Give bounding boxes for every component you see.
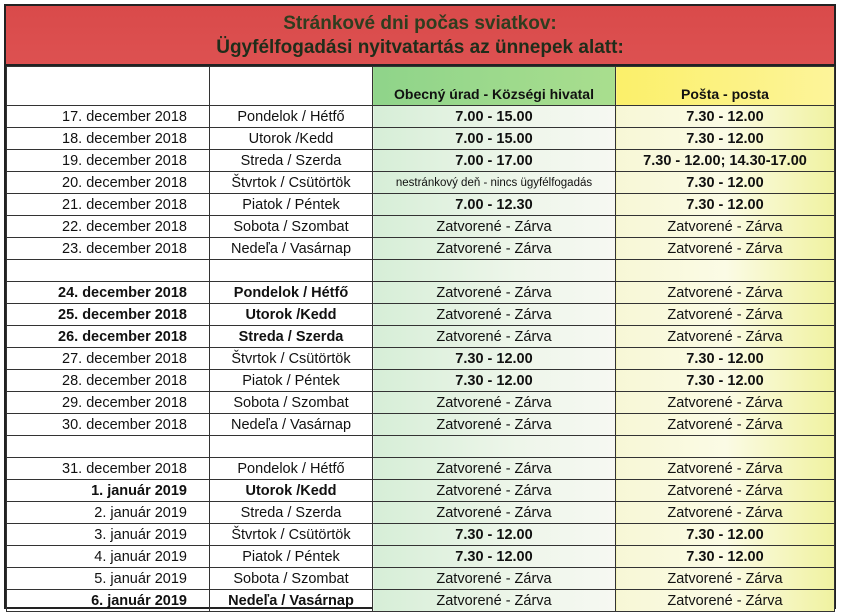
date-cell: 20. december 2018 [7,172,210,194]
table-row [7,150,835,172]
day-cell: Pondelok / Hétfő [210,458,373,480]
posta-hours-cell: Zatvorené - Zárva [616,480,835,502]
posta-hours-cell: Zatvorené - Zárva [616,238,835,260]
posta-hours-cell: 7.30 - 12.00 [616,524,835,546]
spacer-cell [210,260,373,282]
table-row [7,392,835,414]
table-row [7,128,835,150]
posta-hours-cell: Zatvorené - Zárva [616,392,835,414]
obecny-urad-hours-cell: 7.30 - 12.00 [373,524,616,546]
spacer-row [7,260,835,282]
posta-hours-cell: 7.30 - 12.00 [616,128,835,150]
date-cell: 2. január 2019 [7,502,210,524]
table-row [7,590,835,612]
table-row [7,304,835,326]
day-cell: Utorok /Kedd [210,480,373,502]
table-row [7,106,835,128]
posta-hours-cell: Zatvorené - Zárva [616,216,835,238]
day-cell: Štvrtok / Csütörtök [210,524,373,546]
posta-hours-cell: Zatvorené - Zárva [616,590,835,612]
obecny-urad-hours-cell: Zatvorené - Zárva [373,304,616,326]
day-cell: Streda / Szerda [210,502,373,524]
date-cell: 5. január 2019 [7,568,210,590]
header-obecny-urad: Obecný úrad - Községi hivatal [373,67,616,106]
obecny-urad-hours-cell: Zatvorené - Zárva [373,414,616,436]
day-cell: Nedeľa / Vasárnap [210,590,373,612]
posta-hours-cell: 7.30 - 12.00 [616,172,835,194]
spacer-cell [616,436,835,458]
day-cell: Nedeľa / Vasárnap [210,414,373,436]
date-cell: 30. december 2018 [7,414,210,436]
obecny-urad-hours-cell: Zatvorené - Zárva [373,480,616,502]
table-row [7,216,835,238]
date-cell: 19. december 2018 [7,150,210,172]
table-row [7,524,835,546]
posta-hours-cell: Zatvorené - Zárva [616,326,835,348]
posta-hours-cell: 7.30 - 12.00 [616,194,835,216]
date-cell: 4. január 2019 [7,546,210,568]
day-cell: Štvrtok / Csütörtök [210,348,373,370]
obecny-urad-hours-cell: 7.30 - 12.00 [373,546,616,568]
date-cell: 3. január 2019 [7,524,210,546]
table-row [7,282,835,304]
day-cell: Utorok /Kedd [210,128,373,150]
day-cell: Utorok /Kedd [210,304,373,326]
day-cell: Sobota / Szombat [210,568,373,590]
date-cell: 17. december 2018 [7,106,210,128]
table-row [7,414,835,436]
table-row [7,348,835,370]
title-banner [6,6,834,66]
obecny-urad-hours-cell: 7.30 - 12.00 [373,348,616,370]
obecny-urad-hours-cell: Zatvorené - Zárva [373,282,616,304]
table-row [7,568,835,590]
header-date [7,67,210,106]
posta-hours-cell: Zatvorené - Zárva [616,304,835,326]
posta-hours-cell: Zatvorené - Zárva [616,282,835,304]
spacer-cell [373,260,616,282]
posta-hours-cell: 7.30 - 12.00 [616,370,835,392]
date-cell: 26. december 2018 [7,326,210,348]
day-cell: Piatok / Péntek [210,194,373,216]
obecny-urad-hours-cell: 7.00 - 15.00 [373,128,616,150]
posta-hours-cell: 7.30 - 12.00; 14.30-17.00 [616,150,835,172]
date-cell: 27. december 2018 [7,348,210,370]
obecny-urad-hours-cell: 7.30 - 12.00 [373,370,616,392]
spacer-row [7,436,835,458]
obecny-urad-hours-cell: Zatvorené - Zárva [373,326,616,348]
table-row [7,458,835,480]
date-cell: 25. december 2018 [7,304,210,326]
table-header-row [7,67,835,106]
date-cell: 6. január 2019 [7,590,210,612]
obecny-urad-hours-cell: Zatvorené - Zárva [373,590,616,612]
day-cell: Piatok / Péntek [210,370,373,392]
date-cell: 29. december 2018 [7,392,210,414]
posta-hours-cell: 7.30 - 12.00 [616,546,835,568]
obecny-urad-hours-cell: Zatvorené - Zárva [373,392,616,414]
date-cell: 31. december 2018 [7,458,210,480]
day-cell: Sobota / Szombat [210,216,373,238]
posta-hours-cell: 7.30 - 12.00 [616,106,835,128]
table-row [7,480,835,502]
title-line-1: Stránkové dni počas sviatkov: [283,13,557,34]
posta-hours-cell: Zatvorené - Zárva [616,458,835,480]
spacer-cell [616,260,835,282]
obecny-urad-hours-cell: nestránkový deň - nincs ügyfélfogadás [373,172,616,194]
posta-hours-cell: Zatvorené - Zárva [616,414,835,436]
table-row [7,194,835,216]
day-cell: Štvrtok / Csütörtök [210,172,373,194]
date-cell: 24. december 2018 [7,282,210,304]
obecny-urad-hours-cell: Zatvorené - Zárva [373,238,616,260]
obecny-urad-hours-cell: Zatvorené - Zárva [373,458,616,480]
schedule-sheet [4,4,836,609]
schedule-table-body [7,67,835,612]
title-line-2: Ügyfélfogadási nyitvatartás az ünnepek alatt: [216,37,624,58]
obecny-urad-hours-cell: Zatvorené - Zárva [373,216,616,238]
table-row [7,172,835,194]
table-row [7,502,835,524]
day-cell: Nedeľa / Vasárnap [210,238,373,260]
date-cell: 18. december 2018 [7,128,210,150]
date-cell: 28. december 2018 [7,370,210,392]
spacer-cell [373,436,616,458]
day-cell: Sobota / Szombat [210,392,373,414]
day-cell: Streda / Szerda [210,150,373,172]
obecny-urad-hours-cell: Zatvorené - Zárva [373,568,616,590]
posta-hours-cell: Zatvorené - Zárva [616,568,835,590]
obecny-urad-hours-cell: 7.00 - 12.30 [373,194,616,216]
day-cell: Streda / Szerda [210,326,373,348]
obecny-urad-hours-cell: 7.00 - 17.00 [373,150,616,172]
date-cell: 21. december 2018 [7,194,210,216]
day-cell: Pondelok / Hétfő [210,106,373,128]
obecny-urad-hours-cell: 7.00 - 15.00 [373,106,616,128]
table-row [7,370,835,392]
table-row [7,238,835,260]
date-cell: 22. december 2018 [7,216,210,238]
spacer-cell [7,436,210,458]
schedule-table [6,66,835,612]
header-posta: Pošta - posta [616,67,835,106]
table-row [7,326,835,348]
date-cell: 1. január 2019 [7,480,210,502]
spacer-cell [210,436,373,458]
header-day [210,67,373,106]
spacer-cell [7,260,210,282]
obecny-urad-hours-cell: Zatvorené - Zárva [373,502,616,524]
day-cell: Piatok / Péntek [210,546,373,568]
day-cell: Pondelok / Hétfő [210,282,373,304]
posta-hours-cell: 7.30 - 12.00 [616,348,835,370]
posta-hours-cell: Zatvorené - Zárva [616,502,835,524]
date-cell: 23. december 2018 [7,238,210,260]
table-row [7,546,835,568]
